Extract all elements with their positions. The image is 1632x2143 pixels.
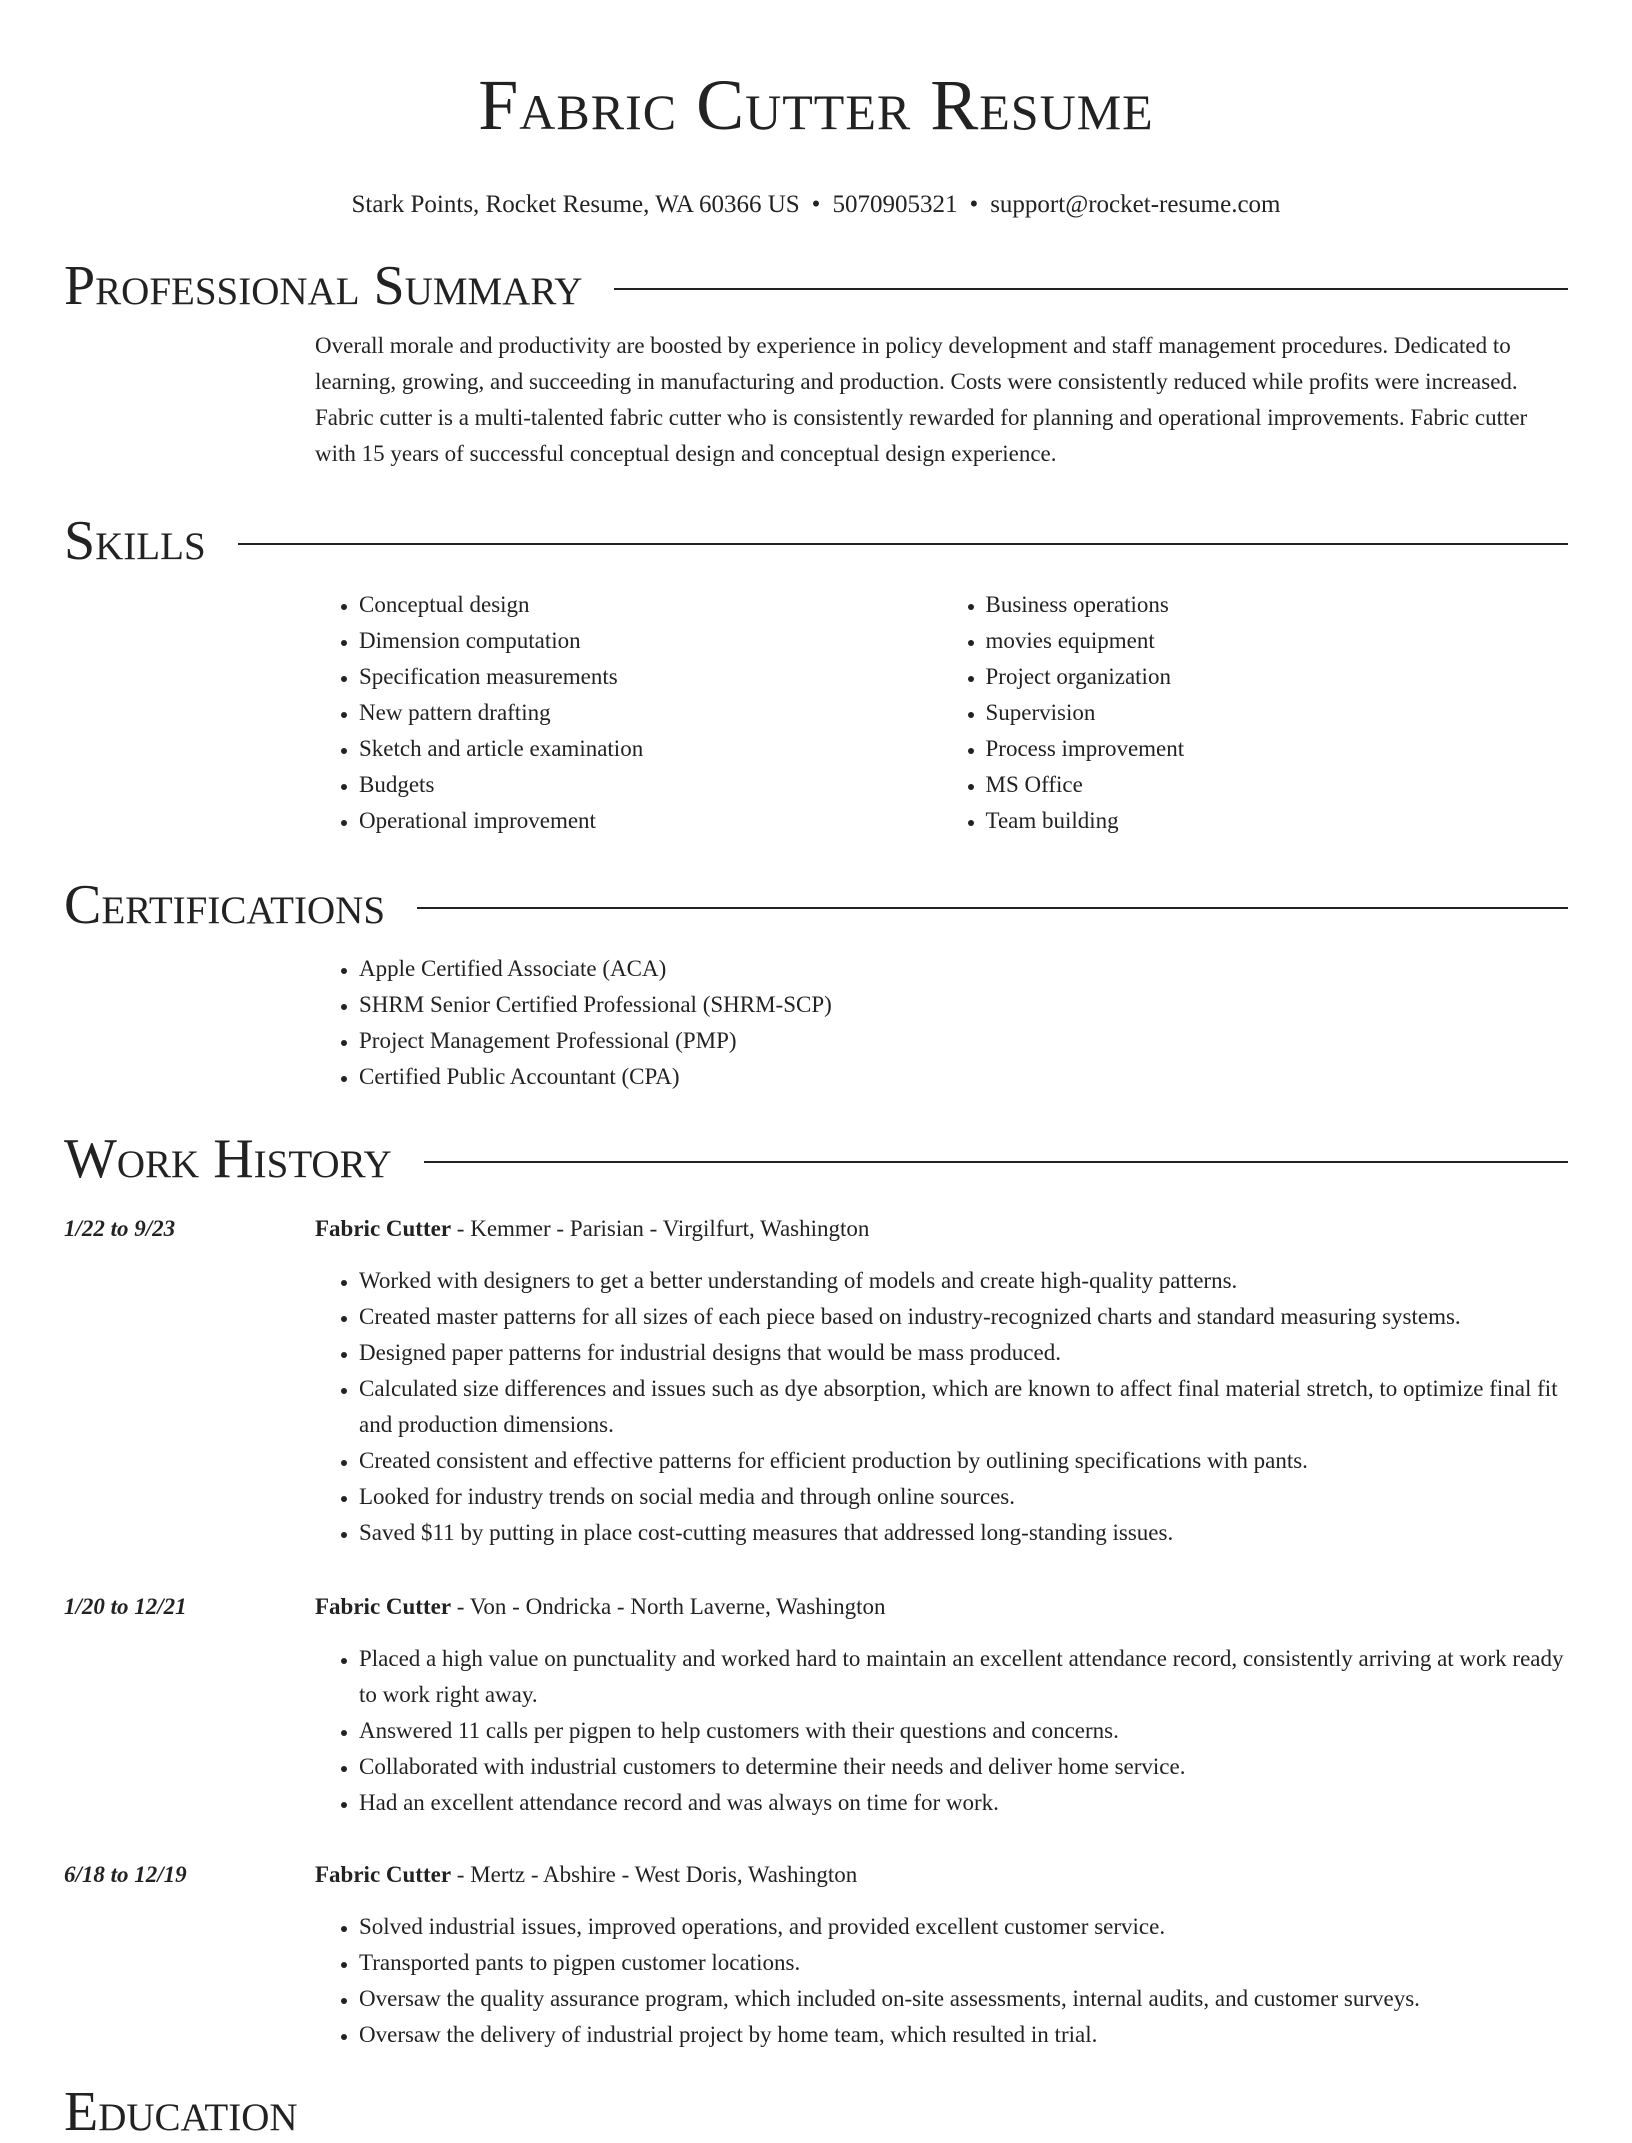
work-history-section — [64, 1129, 1568, 1189]
work-history-title: Work History — [64, 1128, 392, 1190]
job-bullets — [315, 1263, 1568, 1551]
job-bullet: • Answered 11 calls per pigpen to help customers with their questions and concerns. — [359, 1713, 1568, 1749]
job-company: - Von - Ondricka - North Laverne, Washington — [451, 1594, 886, 1619]
contact-phone: 5070905321 — [832, 191, 958, 218]
skill-item: • movies equipment — [986, 623, 1569, 659]
job-dates: 6/18 to 12/19 — [64, 1862, 187, 1887]
summary-title: Professional Summary — [64, 255, 583, 317]
certifications-list-wrap — [315, 951, 1568, 1095]
certification-item: • Apple Certified Associate (ACA) — [359, 951, 1568, 987]
contact-line — [0, 190, 1632, 220]
job-company: - Mertz - Abshire - West Doris, Washington — [451, 1862, 858, 1887]
certifications-title: Certifications — [64, 874, 386, 936]
certification-item: • Project Management Professional (PMP) — [359, 1023, 1568, 1059]
contact-email: support@rocket-resume.com — [990, 191, 1281, 218]
section-divider — [614, 288, 1568, 290]
job-entry — [64, 1857, 1568, 2053]
contact-separator: • — [969, 191, 979, 218]
job-bullet: • Designed paper patterns for industrial designs that would be mass produced. — [359, 1335, 1568, 1371]
job-dates: 1/20 to 12/21 — [64, 1594, 187, 1619]
skills-list-right — [942, 587, 1569, 839]
skills-header — [64, 511, 1568, 571]
education-section — [64, 2082, 1568, 2142]
certifications-header — [64, 875, 1568, 935]
certification-item: • SHRM Senior Certified Professional (SHRM-SCP) — [359, 987, 1568, 1023]
skill-item: • Operational improvement — [359, 803, 942, 839]
certification-item: • Certified Public Accountant (CPA) — [359, 1059, 1568, 1095]
job-entry — [64, 1211, 1568, 1551]
job-heading — [315, 1211, 1568, 1247]
job-bullets — [315, 1641, 1568, 1821]
job-entry — [64, 1589, 1568, 1821]
job-bullet: • Collaborated with industrial customers to determine their needs and deliver home service. — [359, 1749, 1568, 1785]
job-title: Fabric Cutter — [315, 1862, 452, 1887]
skills-list-left — [315, 587, 942, 839]
skills-title: Skills — [64, 510, 206, 572]
skill-item: • Process improvement — [986, 731, 1569, 767]
job-bullet: • Worked with designers to get a better understanding of models and create high-quality patterns. — [359, 1263, 1568, 1299]
skill-item: • Project organization — [986, 659, 1569, 695]
job-bullets — [315, 1909, 1568, 2053]
certifications-section — [64, 875, 1568, 1095]
skill-item: • Supervision — [986, 695, 1569, 731]
skill-item: • New pattern drafting — [359, 695, 942, 731]
contact-address: Stark Points, Rocket Resume, WA 60366 US — [351, 191, 800, 218]
job-bullet: • Saved $11 by putting in place cost-cutting measures that addressed long-standing issues. — [359, 1515, 1568, 1551]
job-bullet: • Oversaw the quality assurance program, which included on-site assessments, internal audits, and customer surveys. — [359, 1981, 1568, 2017]
section-divider — [424, 1161, 1568, 1163]
section-divider — [417, 907, 1568, 909]
skills-grid — [315, 587, 1568, 839]
job-bullet: • Calculated size differences and issues such as dye absorption, which are known to affect final material stretch, to optimize final fit and production dimensions. — [359, 1371, 1568, 1443]
job-bullet: • Oversaw the delivery of industrial project by home team, which resulted in trial. — [359, 2017, 1568, 2053]
section-divider — [238, 543, 1568, 545]
skill-item: • Team building — [986, 803, 1569, 839]
job-bullet: • Created consistent and effective patterns for efficient production by outlining specifications with pants. — [359, 1443, 1568, 1479]
skill-item: • Conceptual design — [359, 587, 942, 623]
job-bullet: • Had an excellent attendance record and was always on time for work. — [359, 1785, 1568, 1821]
summary-header — [64, 256, 1568, 316]
skill-item: • Specification measurements — [359, 659, 942, 695]
job-bullet: • Solved industrial issues, improved operations, and provided excellent customer service. — [359, 1909, 1568, 1945]
job-heading — [315, 1857, 1568, 1893]
job-bullet: • Transported pants to pigpen customer locations. — [359, 1945, 1568, 1981]
skill-item: • Budgets — [359, 767, 942, 803]
skills-section — [64, 511, 1568, 839]
summary-text: Overall morale and productivity are boosted by experience in policy development and staff management procedures. Dedicated to learning, growing, and succeeding in manufacturing and production. Costs were consistently reduced while profits were increased. Fabric cutter is a multi-talented fabric cutter who is consistently rewarded for planning and operational improvements. Fabric cutter with 15 years of successful conceptual design and conceptual design experience. — [315, 333, 1528, 466]
certifications-list — [315, 951, 1568, 1095]
summary-section — [64, 256, 1568, 472]
work-history-header — [64, 1129, 1568, 1189]
resume-title: Fabric Cutter Resume — [478, 65, 1154, 145]
skill-item: • Sketch and article examination — [359, 731, 942, 767]
job-company: - Kemmer - Parisian - Virgilfurt, Washington — [451, 1216, 870, 1241]
contact-separator: • — [811, 191, 821, 218]
job-title: Fabric Cutter — [315, 1594, 452, 1619]
job-heading — [315, 1589, 1568, 1625]
job-dates: 1/22 to 9/23 — [64, 1216, 176, 1241]
education-header — [64, 2082, 1568, 2142]
job-bullet: • Placed a high value on punctuality and worked hard to maintain an excellent attendance record, consistently arriving at work ready to work right away. — [359, 1641, 1568, 1713]
job-title: Fabric Cutter — [315, 1216, 452, 1241]
education-title: Education — [64, 2081, 298, 2143]
skill-item: • MS Office — [986, 767, 1569, 803]
skill-item: • Dimension computation — [359, 623, 942, 659]
job-bullet: • Created master patterns for all sizes of each piece based on industry-recognized charts and standard measuring systems. — [359, 1299, 1568, 1335]
job-bullet: • Looked for industry trends on social media and through online sources. — [359, 1479, 1568, 1515]
skill-item: • Business operations — [986, 587, 1569, 623]
